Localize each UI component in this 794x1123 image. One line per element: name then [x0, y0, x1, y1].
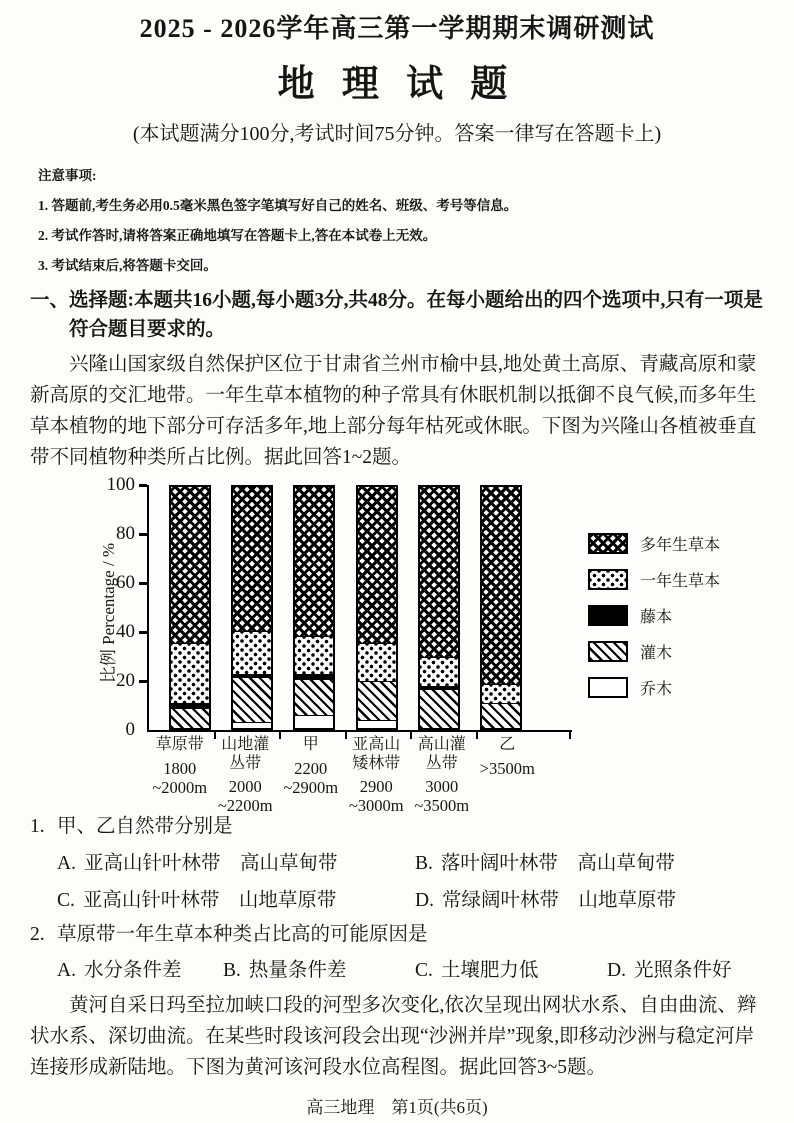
- legend-label: 藤本: [640, 609, 673, 627]
- question-1-stem: [30, 813, 764, 841]
- y-tick-label-40: 40: [116, 621, 135, 643]
- legend-label: 灌木: [640, 645, 673, 663]
- x-axis-labels: [147, 736, 570, 816]
- page-footer: 高三地理 第1页(共6页): [306, 1098, 488, 1118]
- legend-label: 一年生草本: [640, 573, 721, 591]
- bar-segment-多年生草本: [358, 487, 396, 644]
- category-label: 高山灌 丛带: [417, 736, 466, 772]
- notice-item-2: 2. 考试作答时,请将答案正确地填写在答题卡上,答在本试卷上无效。: [38, 228, 437, 243]
- question-2-options: [57, 957, 764, 985]
- bar-草原带: [169, 485, 211, 730]
- option-1b-label: B.: [415, 852, 433, 874]
- option-1a: [57, 850, 415, 878]
- legend-item-乔木: [588, 676, 720, 699]
- notices-heading: 注意事项:: [38, 168, 97, 183]
- y-tick-label-80: 80: [116, 523, 135, 545]
- legend-item-灌木: [588, 640, 720, 663]
- y-tick-mark-60: [139, 582, 147, 585]
- elevation-label: 2200 ~2900m: [283, 758, 339, 797]
- legend-item-一年生草本: [588, 568, 720, 591]
- subject-title: 地 理 试 题: [277, 64, 517, 105]
- bar-segment-一年生草本: [358, 644, 396, 683]
- bar-segment-灌木: [233, 678, 271, 724]
- bar-segment-多年生草本: [233, 487, 271, 632]
- option-2a-label: A.: [57, 960, 76, 982]
- legend-swatch-多年生草本: [588, 533, 628, 554]
- x-category-4: [344, 736, 410, 816]
- y-tick-mark-20: [139, 680, 147, 683]
- bar-segment-多年生草本: [482, 487, 520, 685]
- question-1-text: 甲、乙自然带分别是: [57, 816, 233, 838]
- option-1a-text: 亚高山针叶林带 高山草甸带: [83, 852, 338, 874]
- bar-亚高山矮林带: [356, 485, 398, 730]
- bar-山地灌丛带: [231, 485, 273, 730]
- legend-item-多年生草本: [588, 532, 720, 555]
- bar-高山灌丛带: [418, 485, 460, 730]
- option-1c-label: C.: [57, 889, 75, 911]
- category-label: 山地灌 丛带: [221, 736, 270, 772]
- x-category-5: [409, 736, 475, 816]
- bar-segment-多年生草本: [295, 487, 333, 636]
- category-label: 草原带: [155, 736, 204, 754]
- question-2-stem: [30, 921, 764, 949]
- exam-note: (本试题满分100分,考试时间75分钟。答案一律写在答题卡上): [132, 123, 662, 145]
- bar-segment-灌木: [295, 680, 333, 716]
- option-2d-text: 光照条件好: [633, 960, 732, 982]
- y-axis-title: 比例 Percentage / %: [99, 543, 118, 684]
- x-category-2: [213, 736, 279, 816]
- bar-乙: [480, 485, 522, 730]
- option-1a-label: A.: [57, 852, 76, 874]
- elevation-label: 2000 ~2200m: [217, 777, 273, 815]
- y-tick-label-60: 60: [116, 572, 135, 594]
- question-2-number: 2.: [30, 924, 45, 946]
- bar-segment-多年生草本: [171, 487, 209, 644]
- bar-segment-一年生草本: [233, 632, 271, 675]
- option-2c-text: 土壤肥力低: [440, 960, 539, 982]
- option-2b: [223, 957, 415, 985]
- question-1: [30, 813, 764, 915]
- option-2a: [57, 957, 223, 985]
- legend-item-藤本: [588, 604, 720, 627]
- option-1c-text: 亚高山针叶林带 山地草原带: [82, 889, 337, 911]
- y-tick-label-100: 100: [106, 474, 135, 496]
- bar-segment-多年生草本: [420, 487, 458, 658]
- bar-segment-乔木: [358, 721, 396, 728]
- category-label: 乙: [499, 736, 516, 754]
- bar-segment-一年生草本: [482, 685, 520, 704]
- question-1-number: 1.: [30, 816, 45, 838]
- passage-yellow-river: 黄河自采日玛至拉加峡口段的河型多次变化,依次呈现出网状水系、自由曲流、辫状水系、深切曲流。在某些时段该河段会出现“沙洲并岸”现象,即移动沙洲与稳定河岸连接形成新陆地。下图为黄河该河段水位高程图。据此回答3~5题。: [30, 994, 757, 1078]
- elevation-label: 2900 ~3000m: [348, 777, 404, 815]
- legend-swatch-灌木: [588, 641, 628, 662]
- option-1d-label: D.: [415, 889, 434, 911]
- legend-swatch-乔木: [588, 677, 628, 698]
- y-tick-mark-40: [139, 631, 147, 634]
- legend-swatch-一年生草本: [588, 569, 628, 590]
- notices-block: [38, 164, 756, 274]
- bar-segment-乔木: [233, 723, 271, 728]
- bar-segment-一年生草本: [420, 658, 458, 687]
- option-1d: [415, 887, 764, 915]
- option-2d-label: D.: [607, 960, 626, 982]
- option-2c-label: C.: [415, 960, 433, 982]
- y-tick-mark-100: [139, 484, 147, 487]
- question-2-text: 草原带一年生草本种类占比高的可能原因是: [57, 924, 428, 946]
- question-2: [30, 921, 764, 986]
- y-tick-mark-80: [139, 533, 147, 536]
- option-2b-text: 热量条件差: [248, 960, 347, 982]
- question-1-options: [57, 850, 764, 916]
- notice-item-1: 1. 答题前,考生务必用0.5毫米黑色签字笔填写好自己的姓名、班级、考号等信息。: [38, 198, 518, 213]
- category-label: 亚高山 矮林带: [352, 736, 401, 772]
- y-tick-label-20: 20: [116, 670, 135, 692]
- exam-session-title: 2025 - 2026学年高三第一学期期末调研测试: [139, 14, 655, 43]
- x-category-3: [278, 736, 344, 816]
- elevation-label: 3000 ~3500m: [414, 777, 470, 815]
- legend-swatch-藤本: [588, 605, 628, 626]
- chart-legend: [588, 532, 720, 712]
- bar-segment-灌木: [482, 704, 520, 728]
- option-2b-label: B.: [223, 960, 241, 982]
- y-tick-label-0: 0: [125, 719, 135, 741]
- legend-label: 多年生草本: [640, 537, 721, 555]
- bar-segment-灌木: [171, 709, 209, 728]
- option-1b-text: 落叶阔叶林带 高山草甸带: [440, 852, 675, 874]
- x-category-1: [147, 736, 213, 816]
- vegetation-stacked-bar-chart: [40, 474, 780, 815]
- section-heading: 一、选择题:本题共16小题,每小题3分,共48分。在每小题给出的四个选项中,只有一项是符合题目要求的。: [30, 290, 763, 341]
- bar-segment-一年生草本: [295, 637, 333, 676]
- elevation-label: 1800 ~2000m: [152, 758, 208, 797]
- bar-segment-灌木: [420, 690, 458, 729]
- bar-segment-乔木: [295, 716, 333, 728]
- bar-甲: [293, 485, 335, 730]
- option-2c: [415, 957, 607, 985]
- bar-segment-灌木: [358, 682, 396, 721]
- bar-segment-一年生草本: [171, 644, 209, 704]
- x-category-6: [475, 736, 541, 816]
- notice-item-3: 3. 考试结束后,将答题卡交回。: [38, 258, 217, 273]
- option-2a-text: 水分条件差: [83, 960, 182, 982]
- option-1d-text: 常绿阔叶林带 山地草原带: [441, 889, 676, 911]
- elevation-label: >3500m: [479, 758, 535, 778]
- option-1c: [57, 887, 415, 915]
- option-1b: [415, 850, 764, 878]
- passage-xinglongshan: 兴隆山国家级自然保护区位于甘肃省兰州市榆中县,地处黄土高原、青藏高原和蒙新高原的交汇地带。一年生草本植物的种子常具有休眠机制以抵御不良气候,而多年生草本植物的地下部分可存活多年,地上部分每年枯死或休眠。下图为兴隆山各植被垂直带不同植物种类所占比例。据此回答1~2题。: [30, 353, 757, 469]
- option-2d: [607, 957, 764, 985]
- category-label: 甲: [302, 736, 319, 754]
- legend-label: 乔木: [640, 681, 673, 699]
